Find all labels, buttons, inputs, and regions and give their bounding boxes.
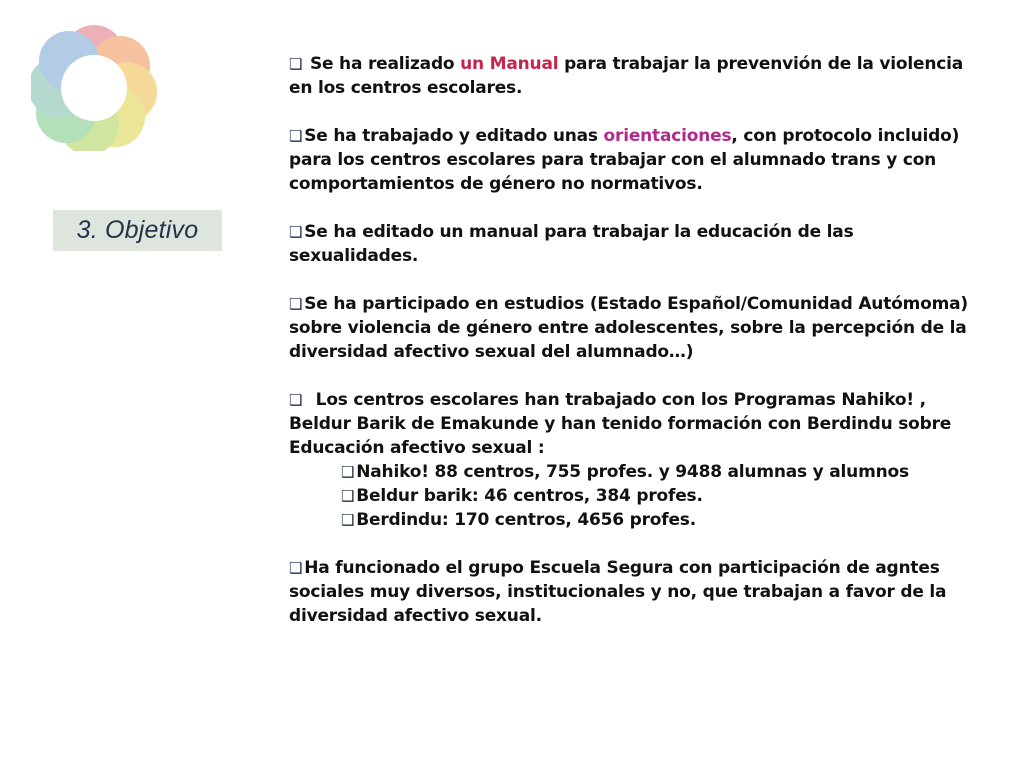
highlighted-term: un Manual [460, 54, 559, 74]
hollow-square-bullet-icon: ❑ [289, 559, 303, 577]
section-label-text: 3. Objetivo [76, 216, 199, 244]
list-item: ❑ Se ha participado en estudios (Estado Español/Comunidad Autómoma) sobre violencia de género entre adolescentes, sobre la percepción de la diversidad afectivo sexual del alumnado…) [289, 294, 968, 362]
section-label [53, 210, 222, 251]
list-item: ❑ Se ha trabajado y editado unas orientaciones, con protocolo incluido) para los centros escolares para trabajar con el alumnado trans y con comportamientos de género no normativos. [289, 126, 960, 194]
sub-list-item: ❑ Berdindu: 170 centros, 4656 profes. [341, 510, 696, 530]
list-item: ❑ Se ha realizado un Manual para trabajar la prevenvión de la violencia en los centros escolares. [289, 54, 963, 98]
hollow-square-bullet-icon: ❑ [289, 391, 303, 409]
highlighted-term: orientaciones [603, 126, 732, 146]
bullet-list [289, 52, 979, 628]
hollow-square-bullet-icon: ❑ [341, 511, 355, 529]
sub-list-item: ❑ Beldur barik: 46 centros, 384 profes. [341, 486, 703, 506]
list-item: ❑ Ha funcionado el grupo Escuela Segura con participación de agntes sociales muy diversos, institucionales y no, que trabajan a favor de la diversidad afectivo sexual. [289, 558, 947, 626]
hollow-square-bullet-icon: ❑ [289, 223, 303, 241]
hollow-square-bullet-icon: ❑ [289, 55, 303, 73]
sub-list-item: ❑ Nahiko! 88 centros, 755 profes. y 9488 alumnas y alumnos [341, 462, 909, 482]
list-item: ❑ Se ha editado un manual para trabajar la educación de las sexualidades. [289, 222, 854, 266]
hollow-square-bullet-icon: ❑ [341, 463, 355, 481]
hollow-square-bullet-icon: ❑ [289, 127, 303, 145]
color-ring-logo-icon [31, 25, 157, 151]
hollow-square-bullet-icon: ❑ [289, 295, 303, 313]
list-item: ❑ Los centros escolares han trabajado con los Programas Nahiko! , Beldur Barik de Emakunde y han tenido formación con Berdindu sobre Educación afectivo sexual : [289, 390, 957, 458]
hollow-square-bullet-icon: ❑ [341, 487, 355, 505]
